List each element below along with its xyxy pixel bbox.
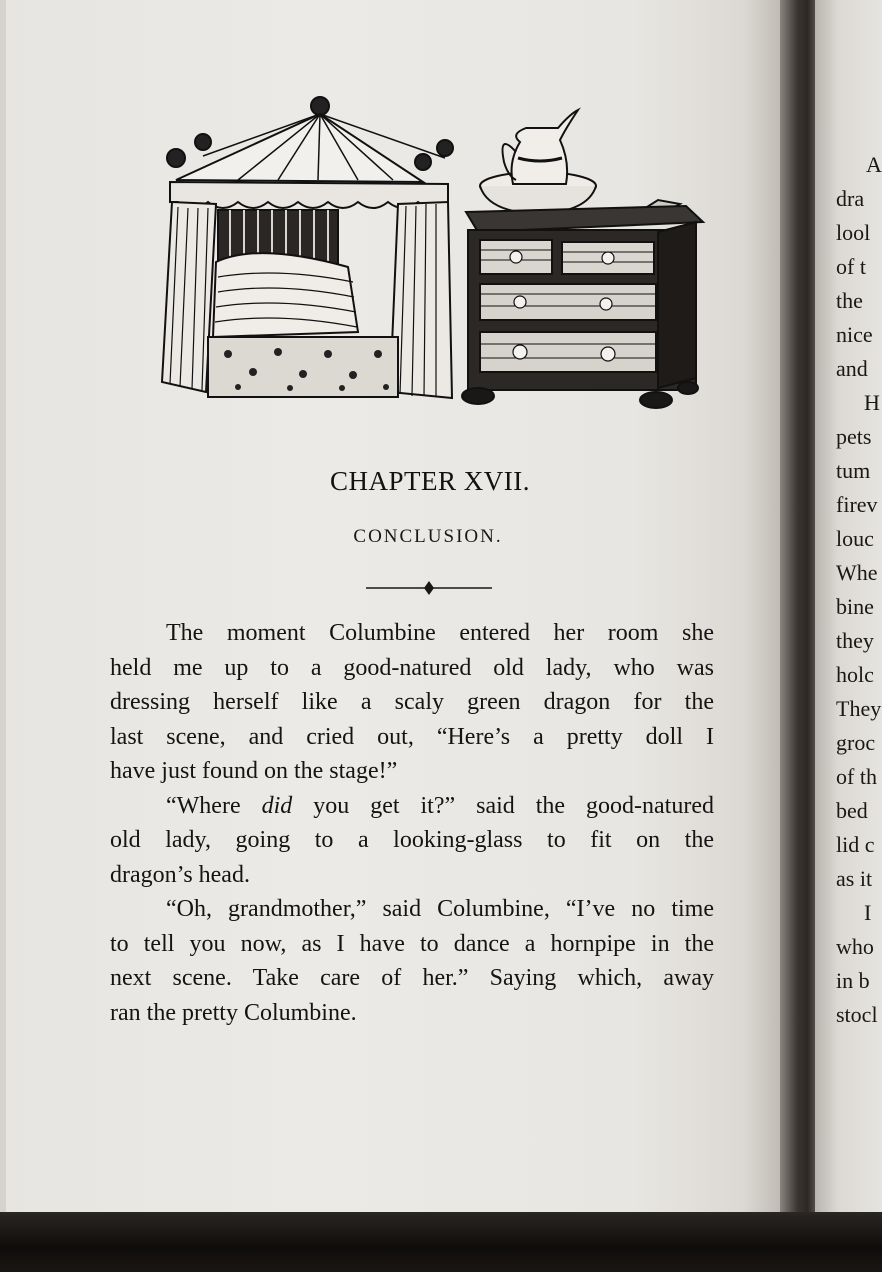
text-line: have just found on the stage!” bbox=[110, 758, 398, 784]
fragment: holc bbox=[836, 662, 874, 687]
fragment: of t bbox=[836, 254, 866, 279]
text-line: dressing herself like a scaly green dragon for the bbox=[110, 689, 714, 715]
diamond-rule-ornament bbox=[366, 578, 492, 598]
text-line: “Oh, grandmother,” said Columbine, “I’ve no time bbox=[166, 896, 714, 922]
bottom-shadow bbox=[0, 1212, 882, 1272]
fragment: louc bbox=[836, 526, 874, 551]
fragment: lool bbox=[836, 220, 871, 245]
chapter-body bbox=[110, 616, 714, 1030]
text-line: old lady, going to a looking-glass to fit on the bbox=[110, 827, 714, 853]
fragment: pets bbox=[836, 424, 872, 449]
fragment: groc bbox=[836, 730, 876, 755]
fragment: as it bbox=[836, 866, 873, 891]
fragment: nice bbox=[836, 322, 873, 347]
paragraph bbox=[110, 616, 714, 789]
fragment: Whe bbox=[836, 560, 878, 585]
text-line: dragon’s head. bbox=[110, 861, 250, 888]
fragment: and bbox=[836, 356, 868, 381]
fragment: of th bbox=[836, 764, 877, 789]
fragment: in b bbox=[836, 968, 870, 993]
chapter-subtitle: CONCLUSION. bbox=[353, 526, 503, 547]
fragment: A bbox=[866, 152, 882, 177]
text-line: next scene. Take care of her.” Saying which, away bbox=[110, 965, 714, 991]
text-run: “Where bbox=[166, 792, 262, 819]
text-line bbox=[138, 789, 714, 824]
paragraph bbox=[110, 789, 714, 893]
fragment: who bbox=[836, 934, 874, 959]
emphasis: did bbox=[261, 792, 293, 819]
text-line: The moment Columbine entered her room she bbox=[166, 620, 714, 646]
text-run: you get it?” said the good-natured bbox=[292, 792, 714, 819]
fragment: the bbox=[836, 288, 863, 313]
fragment: stocl bbox=[836, 1002, 878, 1027]
paragraph bbox=[110, 892, 714, 1030]
fragment: They bbox=[836, 696, 882, 721]
text-line: to tell you now, as I have to dance a hornpipe in the bbox=[110, 930, 714, 957]
text-line: held me up to a good-natured old lady, who was bbox=[110, 654, 714, 681]
fragment: tum bbox=[836, 458, 871, 483]
fragment: firev bbox=[836, 492, 878, 517]
fragment: they bbox=[836, 628, 874, 653]
fragment: lid c bbox=[836, 832, 875, 857]
text-line: ran the pretty Columbine. bbox=[110, 999, 357, 1026]
bed-and-dresser-illustration bbox=[158, 92, 706, 412]
facing-page-text bbox=[836, 148, 882, 1032]
fragment: bine bbox=[836, 594, 874, 619]
fragment: dra bbox=[836, 186, 865, 211]
chapter-title: CHAPTER XVII. bbox=[330, 466, 530, 496]
fragment: bed bbox=[836, 798, 868, 823]
fragment: I bbox=[864, 900, 872, 925]
text-line: last scene, and cried out, “Here’s a pretty doll I bbox=[110, 723, 714, 750]
fragment: H bbox=[864, 390, 880, 415]
